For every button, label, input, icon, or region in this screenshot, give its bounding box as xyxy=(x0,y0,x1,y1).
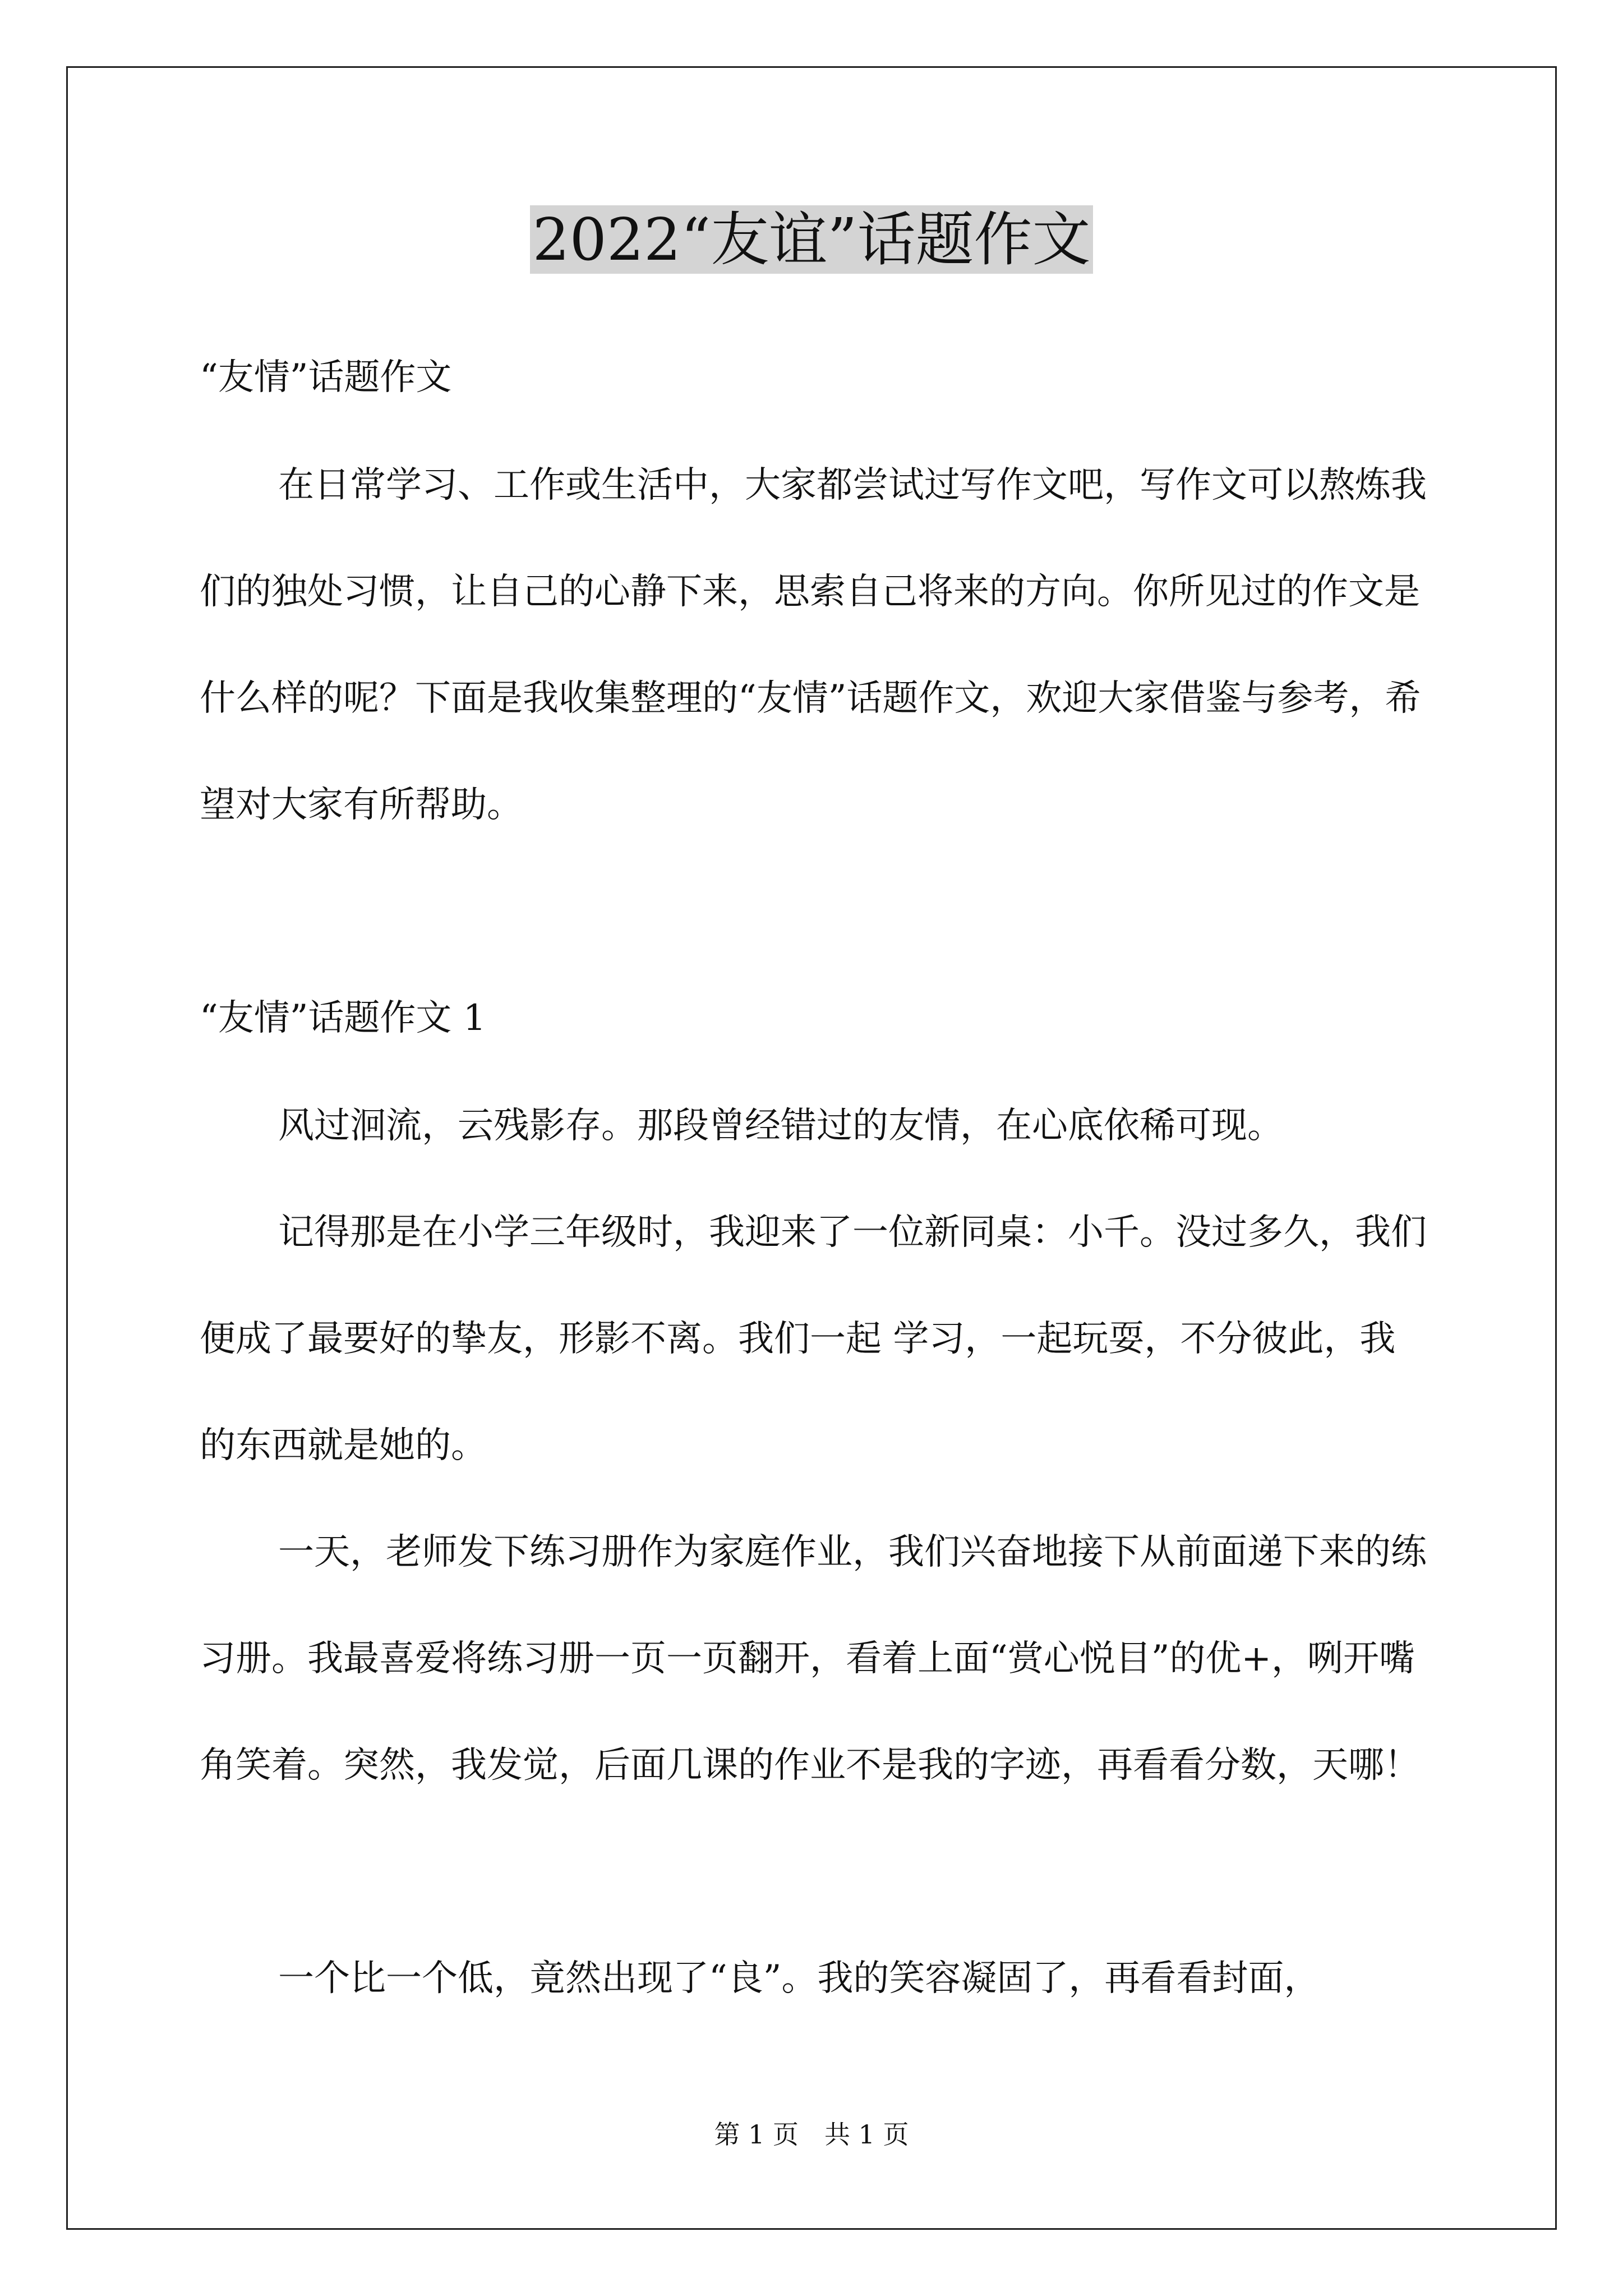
document-title-text: 2022“友谊”话题作文 xyxy=(530,205,1092,274)
paragraph: 一个比一个低，竟然出现了“良”。我的笑容凝固了，再看看封面， xyxy=(278,1958,1320,1999)
section-heading: “友情”话题作文 1 xyxy=(200,997,486,1039)
document-title xyxy=(0,197,1623,282)
paragraph: 一天，老师发下练习册作为家庭作业，我们兴奋地接下从前面递下来的练习册。我最喜爱将练习册一页一页翻开，看着上面“赏心悦目”的优+，咧开嘴角笑着。突然，我发觉，后面几课的作业不是我的字迹，再看看分数，天哪！ xyxy=(200,1531,1427,1786)
intro-paragraph: 在日常学习、工作或生活中，大家都尝试过写作文吧，写作文可以熬炼我们的独处习惯，让自己的心静下来，思索自己将来的方向。你所见过的作文是什么样的呢？下面是我收集整理的“友情”话题作文，欢迎大家借鉴与参考，希望对大家有所帮助。 xyxy=(200,464,1427,826)
page-footer: 第 1 页 共 1 页 xyxy=(714,2119,909,2150)
subtitle: “友情”话题作文 xyxy=(200,357,452,398)
paragraph: 记得那是在小学三年级时，我迎来了一位新同桌：小千。没过多久，我们便成了最要好的挚友，形影不离。我们一起 学习，一起玩耍，不分彼此，我的东西就是她的。 xyxy=(200,1212,1427,1466)
paragraph: 风过洄流，云残影存。那段曾经错过的友情，在心底依稀可现。 xyxy=(278,1105,1283,1147)
